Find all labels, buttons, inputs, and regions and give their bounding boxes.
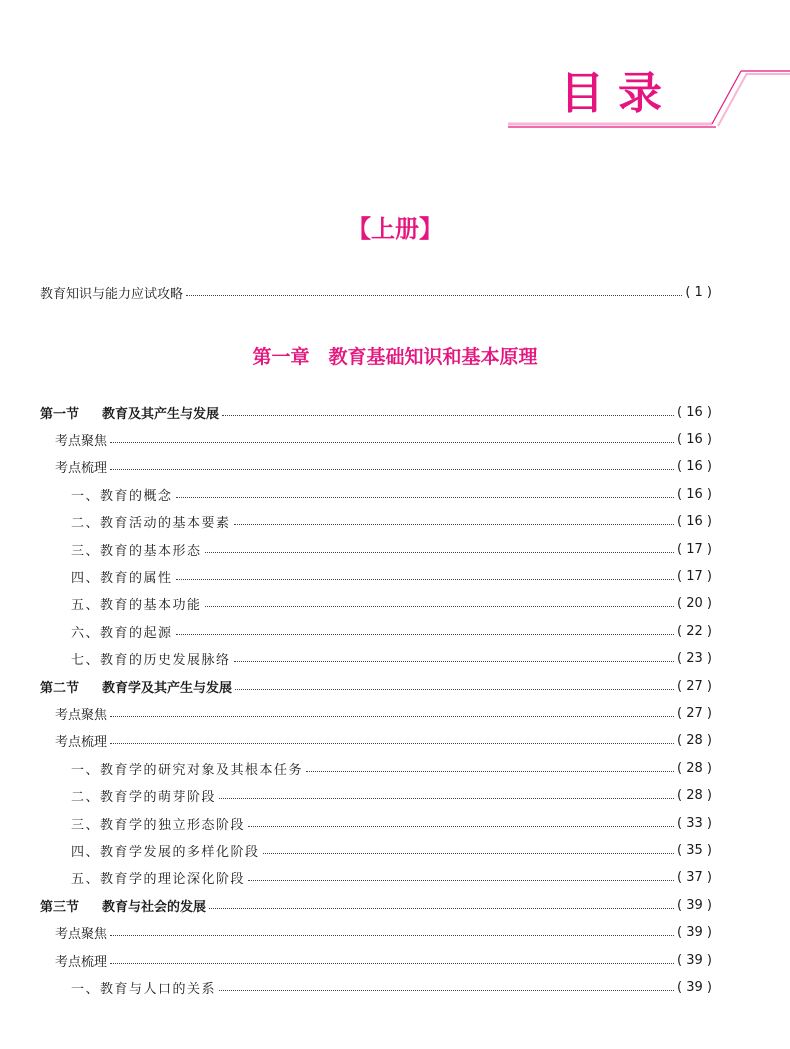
toc-entry[interactable] — [0, 482, 790, 506]
toc-entry[interactable] — [0, 729, 790, 753]
toc-entry[interactable] — [0, 674, 790, 698]
leader-dots — [263, 843, 675, 854]
toc-entry[interactable] — [0, 592, 790, 616]
toc-entry-title — [0, 403, 219, 422]
toc-entry-title: 考点聚焦 — [55, 433, 108, 449]
toc-entry[interactable] — [0, 647, 790, 671]
toc-entry[interactable] — [0, 400, 790, 424]
toc-entry[interactable] — [0, 838, 790, 862]
toc-entry-title: 教育知识与能力应试攻略 — [40, 286, 184, 302]
leader-dots — [176, 487, 675, 498]
leader-dots — [235, 679, 674, 690]
toc-page-number: ( 39 ) — [677, 925, 712, 941]
leader-dots — [234, 651, 675, 662]
toc-page-number: ( 39 ) — [677, 897, 712, 913]
toc-entry[interactable] — [0, 784, 790, 808]
toc-page-number: ( 39 ) — [677, 979, 712, 995]
page-title: 目录 — [560, 68, 676, 119]
toc-page-number: ( 1 ) — [685, 284, 712, 300]
toc-entry-title: 二、教育活动的基本要素 — [71, 516, 231, 532]
leader-dots — [176, 624, 675, 635]
toc-entry-title: 考点聚焦 — [55, 707, 108, 723]
toc-page-number: ( 16 ) — [677, 431, 712, 447]
toc-page-number: ( 17 ) — [677, 568, 712, 584]
leader-dots — [176, 569, 675, 580]
toc-page-number: ( 17 ) — [677, 541, 712, 557]
toc-entry[interactable] — [0, 427, 790, 451]
toc-page-number: ( 27 ) — [677, 678, 712, 694]
leader-dots — [248, 816, 674, 827]
leader-dots — [110, 706, 674, 717]
leader-dots — [219, 788, 674, 799]
toc-page-number: ( 33 ) — [677, 815, 712, 831]
leader-dots — [205, 542, 675, 553]
toc-entry-intro[interactable] — [0, 280, 790, 304]
leader-dots — [248, 870, 674, 881]
toc-page-number: ( 28 ) — [677, 733, 712, 749]
toc-entry[interactable] — [0, 975, 790, 999]
toc-page-number: ( 23 ) — [677, 651, 712, 667]
toc-entry[interactable] — [0, 921, 790, 945]
leader-dots — [234, 514, 675, 525]
toc-entry[interactable] — [0, 948, 790, 972]
toc-entry-title: 考点梳理 — [55, 954, 108, 970]
leader-dots — [110, 733, 674, 744]
toc-entry-title: 四、教育的属性 — [71, 570, 173, 586]
toc-entry[interactable] — [0, 455, 790, 479]
toc-entry-title — [0, 896, 206, 915]
toc-entry-title: 考点梳理 — [55, 461, 108, 477]
leader-dots — [110, 459, 674, 470]
toc-entry-title: 二、教育学的萌芽阶段 — [71, 790, 217, 806]
toc-entry-title: 考点梳理 — [55, 735, 108, 751]
toc-entry-title: 六、教育的起源 — [71, 625, 173, 641]
toc-entry-title: 一、教育与人口的关系 — [71, 981, 217, 997]
section-label: 第三节 — [40, 899, 80, 915]
toc-entry-title: 七、教育的历史发展脉络 — [71, 653, 231, 669]
toc-entry-title: 一、教育学的研究对象及其根本任务 — [71, 762, 304, 778]
toc-page-number: ( 35 ) — [677, 842, 712, 858]
toc-entry[interactable] — [0, 564, 790, 588]
toc-page-number: ( 16 ) — [677, 486, 712, 502]
toc-page-number: ( 28 ) — [677, 760, 712, 776]
toc-page-number: ( 27 ) — [677, 705, 712, 721]
toc-entry[interactable] — [0, 866, 790, 890]
toc-entry-title: 四、教育学发展的多样化阶段 — [71, 844, 260, 860]
leader-dots — [186, 285, 682, 296]
toc-entry[interactable] — [0, 756, 790, 780]
leader-dots — [209, 898, 674, 909]
chapter-title: 第一章 教育基础知识和基本原理 — [252, 346, 538, 368]
section-title: 教育及其产生与发展 — [102, 406, 220, 422]
toc-entry[interactable] — [0, 537, 790, 561]
toc-page-number: ( 16 ) — [677, 514, 712, 530]
toc-page-number: ( 22 ) — [677, 623, 712, 639]
toc-page-number: ( 20 ) — [677, 596, 712, 612]
toc-entry[interactable] — [0, 619, 790, 643]
toc-entry-title: 五、教育的基本功能 — [71, 598, 202, 614]
toc-page-number: ( 28 ) — [677, 788, 712, 804]
toc-entry-title: 一、教育的概念 — [71, 488, 173, 504]
toc-page-number: ( 39 ) — [677, 952, 712, 968]
toc-page-number: ( 37 ) — [677, 870, 712, 886]
section-title: 教育与社会的发展 — [102, 899, 207, 915]
leader-dots — [110, 925, 674, 936]
section-label: 第二节 — [40, 680, 80, 696]
toc-entry-title: 三、教育学的独立形态阶段 — [71, 817, 246, 833]
toc-entry[interactable] — [0, 701, 790, 725]
toc-entry-title: 五、教育学的理论深化阶段 — [71, 872, 246, 888]
leader-dots — [306, 761, 674, 772]
toc-entry-title: 考点聚焦 — [55, 927, 108, 943]
toc-entry[interactable] — [0, 893, 790, 917]
toc-page-number: ( 16 ) — [677, 404, 712, 420]
section-label: 第一节 — [40, 406, 80, 422]
toc-entry-title — [0, 677, 232, 696]
toc-entry[interactable] — [0, 811, 790, 835]
section-title: 教育学及其产生与发展 — [102, 680, 233, 696]
leader-dots — [205, 596, 675, 607]
leader-dots — [219, 980, 674, 991]
leader-dots — [110, 432, 674, 443]
toc-page-number: ( 16 ) — [677, 459, 712, 475]
volume-label: 【上册】 — [347, 215, 443, 243]
leader-dots — [222, 405, 674, 416]
leader-dots — [110, 953, 674, 964]
toc-entry[interactable] — [0, 510, 790, 534]
toc-entry-title: 三、教育的基本形态 — [71, 543, 202, 559]
